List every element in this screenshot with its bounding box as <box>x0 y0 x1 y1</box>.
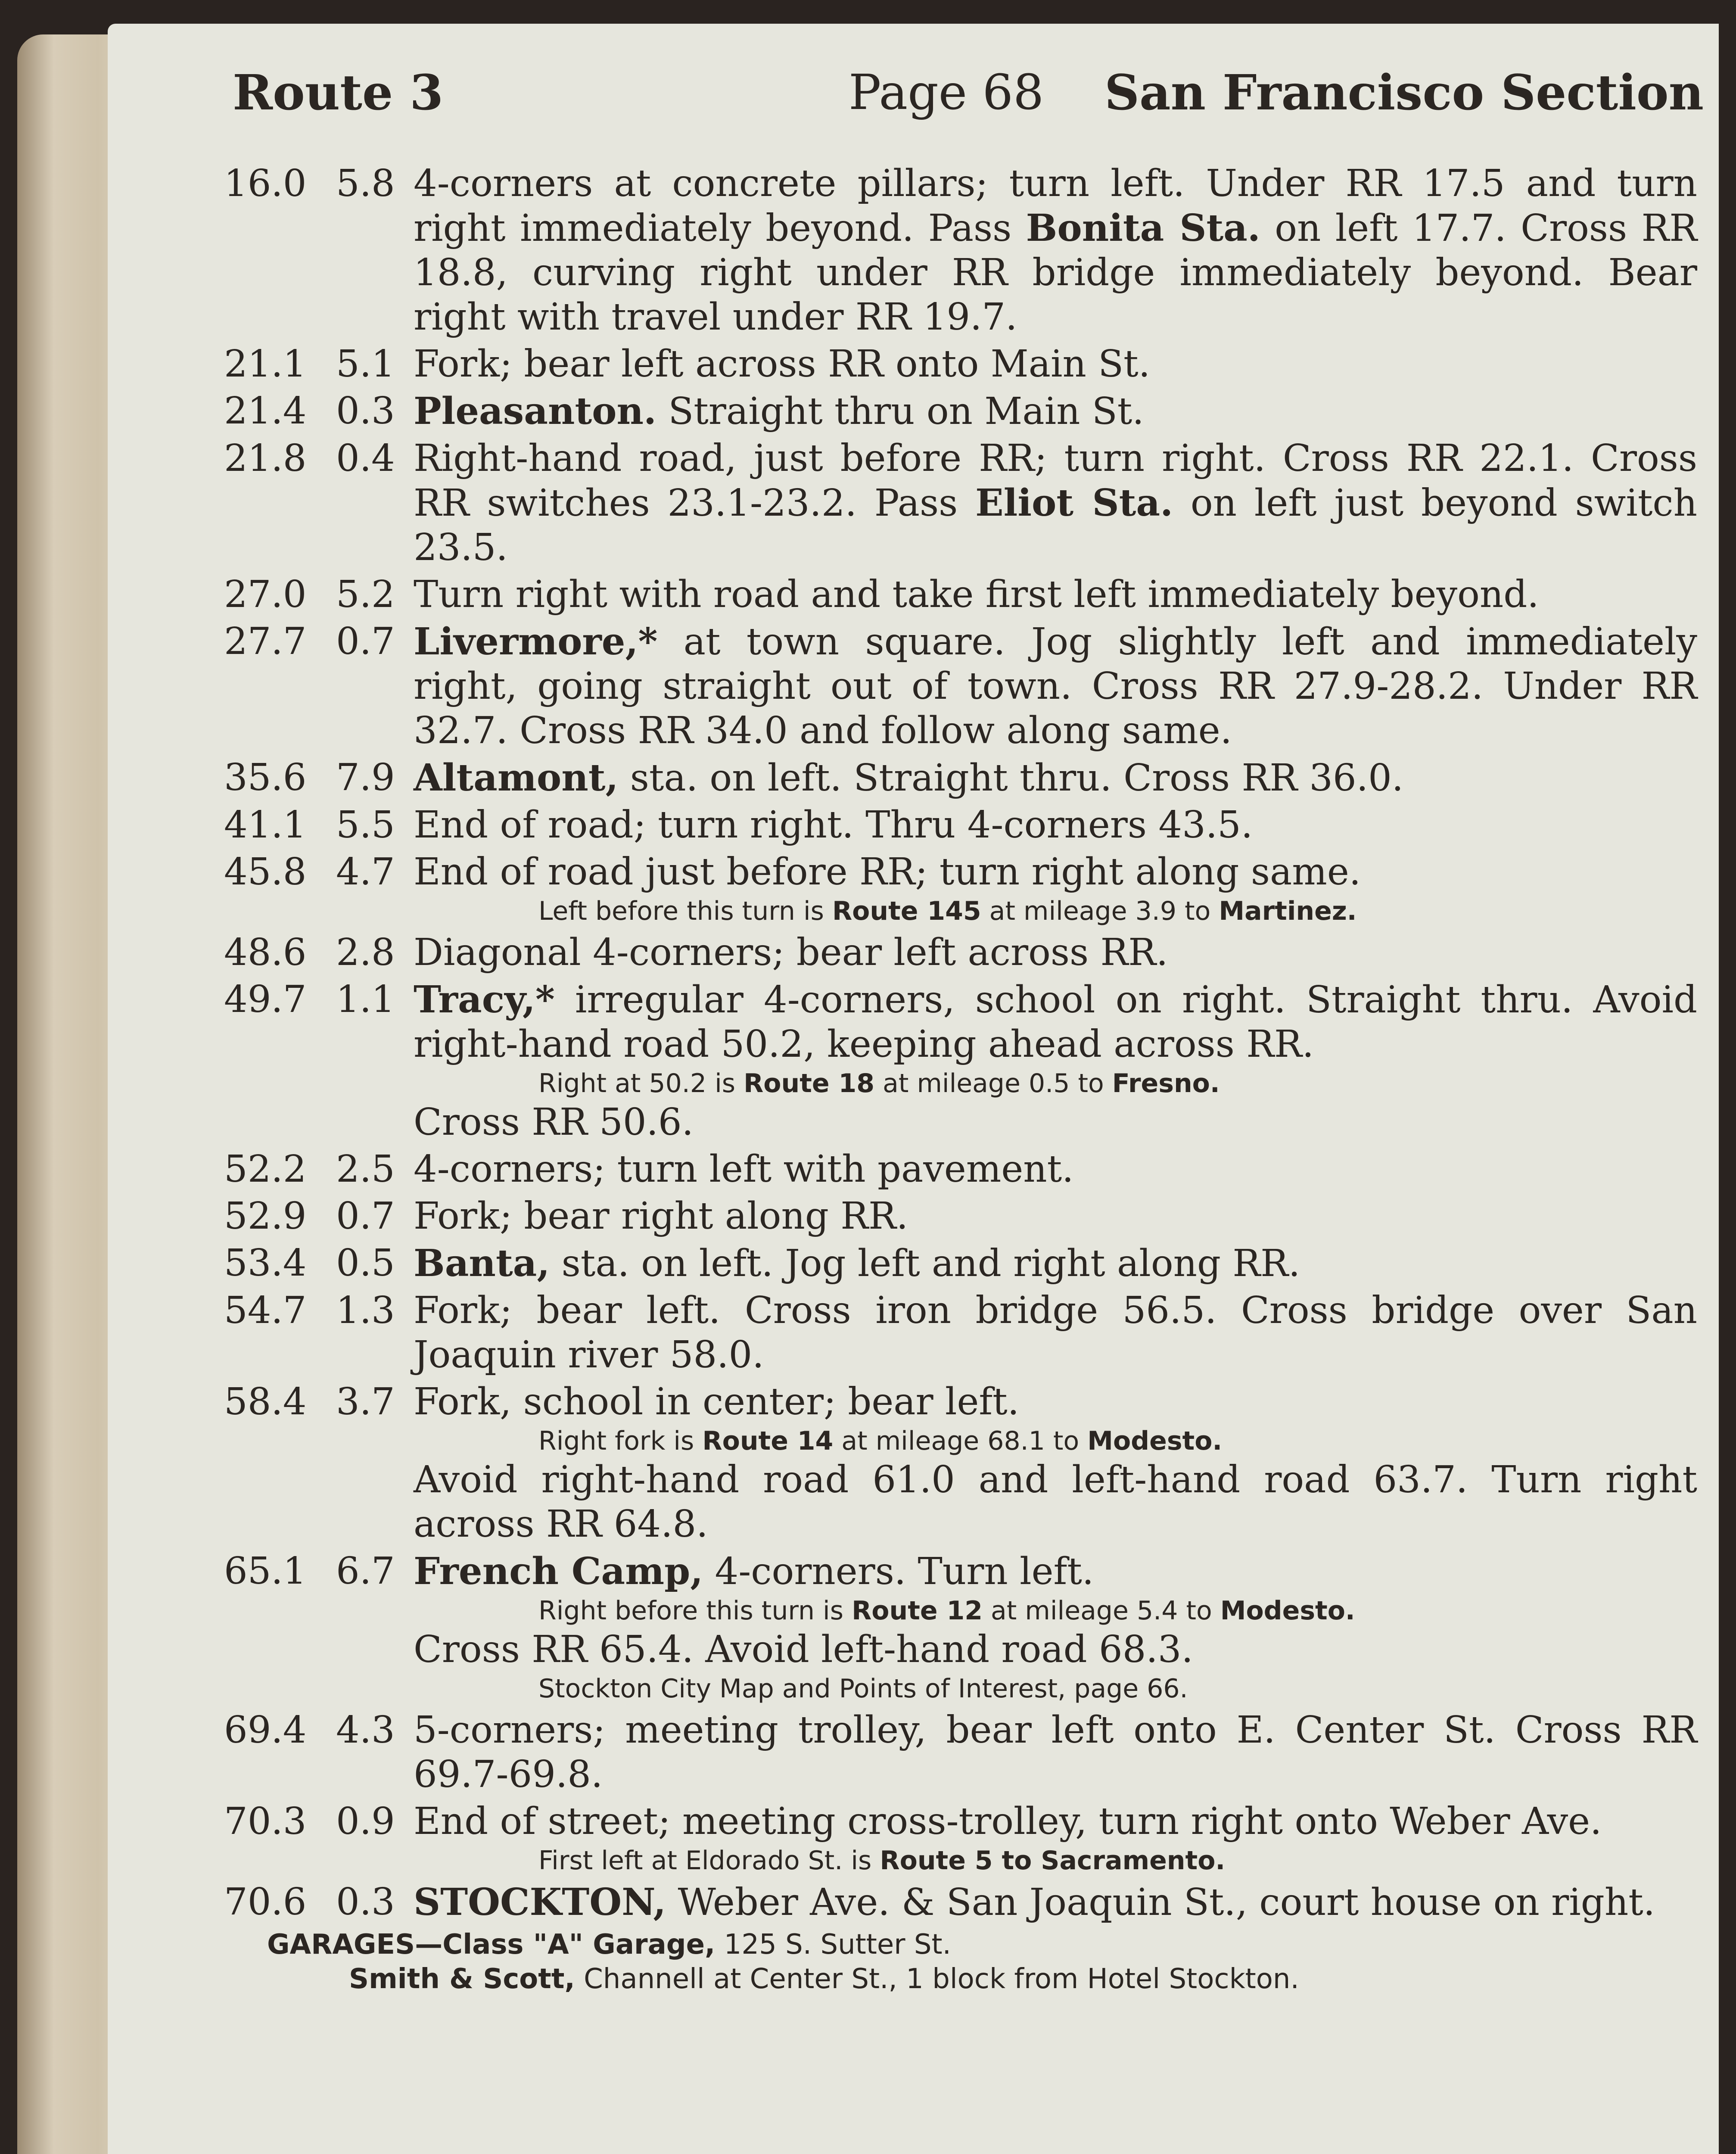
cumulative-mileage: 48.6 <box>224 931 307 974</box>
route-entry <box>224 573 1697 617</box>
cumulative-mileage: 41.1 <box>224 803 307 847</box>
route-direction-continued: Avoid right-hand road 61.0 and left-hand road 63.7. Turn right across RR 64.8. <box>414 1458 1697 1546</box>
interval-mileage: 7.9 <box>336 756 395 799</box>
cumulative-mileage: 21.4 <box>224 389 307 433</box>
route-entry <box>224 803 1697 847</box>
route-entry <box>224 1708 1697 1797</box>
route-direction: French Camp, 4-corners. Turn left. Right before this turn is Route 12 at mileage 5.4 to Modesto. Cross RR 65.4. Avoid left-hand road 68.3. Stockton City Map and Points of Interest, page 66. <box>414 1549 1697 1706</box>
interval-mileage: 6.7 <box>336 1550 395 1593</box>
cumulative-mileage: 52.2 <box>224 1148 307 1191</box>
cumulative-mileage: 45.8 <box>224 850 307 893</box>
interval-mileage: 4.7 <box>336 850 395 893</box>
route-direction: Fork; bear left. Cross iron bridge 56.5. Cross bridge over San Joaquin river 58.0. <box>414 1289 1697 1376</box>
cumulative-mileage: 52.9 <box>224 1195 307 1238</box>
route-entry <box>224 977 1697 1145</box>
route-direction: End of road; turn right. Thru 4-corners 43.5. <box>414 803 1253 847</box>
cumulative-mileage: 69.4 <box>224 1709 307 1752</box>
route-entry <box>224 756 1697 800</box>
route-entry <box>224 619 1697 753</box>
route-note: First left at Eldorado St. is Route 5 to Sacramento. <box>538 1846 1226 1876</box>
cumulative-mileage: 21.1 <box>224 342 307 386</box>
route-direction: 4-corners at concrete pillars; turn left. Under RR 17.5 and turn right immediately beyond. Pass Bonita Sta. on left 17.7. Cross RR 18.8, curving right under RR bridge immediately beyond. Bear right with travel under RR 19.7. <box>414 162 1697 339</box>
interval-mileage: 0.7 <box>336 1195 395 1238</box>
interval-mileage: 2.8 <box>336 931 395 974</box>
route-entry <box>224 1880 1697 1925</box>
route-entry <box>224 931 1697 975</box>
interval-mileage: 0.9 <box>336 1800 395 1843</box>
cumulative-mileage: 16.0 <box>224 162 307 205</box>
route-direction: 5-corners; meeting trolley, bear left onto E. Center St. Cross RR 69.7-69.8. <box>414 1709 1697 1796</box>
interval-mileage: 5.2 <box>336 573 395 616</box>
interval-mileage: 0.3 <box>336 1880 395 1924</box>
route-entry <box>224 1194 1697 1239</box>
cumulative-mileage: 58.4 <box>224 1380 307 1423</box>
interval-mileage: 2.5 <box>336 1148 395 1191</box>
route-direction: Banta, sta. on left. Jog left and right along RR. <box>414 1242 1300 1285</box>
route-direction: Fork; bear right along RR. <box>414 1195 908 1238</box>
route-direction: End of road just before RR; turn right along same. Left before this turn is Route 145 at mileage 3.9 to Martinez. <box>414 850 1697 928</box>
route-direction-continued: Cross RR 65.4. Avoid left-hand road 68.3. <box>414 1628 1193 1671</box>
page-number: Page 68 <box>849 65 1044 121</box>
garages-line: GARAGES—Class "A" Garage, 125 S. Sutter St. <box>267 1929 951 1961</box>
route-direction: STOCKTON, Weber Ave. & San Joaquin St., court house on right. <box>414 1880 1655 1924</box>
route-note: Right before this turn is Route 12 at mileage 5.4 to Modesto. <box>538 1596 1355 1626</box>
book-page <box>108 24 1719 2154</box>
cumulative-mileage: 27.0 <box>224 573 307 616</box>
route-direction: End of street; meeting cross-trolley, turn right onto Weber Ave. First left at Eldorado St. is Route 5 to Sacramento. <box>414 1799 1697 1877</box>
route-note: Right at 50.2 is Route 18 at mileage 0.5 to Fresno. <box>538 1068 1220 1099</box>
route-direction: Livermore,* at town square. Jog slightly left and immediately right, going straight out of town. Cross RR 27.9-28.2. Under RR 32.7. Cross RR 34.0 and follow along same. <box>414 620 1697 752</box>
route-direction: Altamont, sta. on left. Straight thru. Cross RR 36.0. <box>414 756 1404 800</box>
route-direction-continued: Cross RR 50.6. <box>414 1101 694 1144</box>
route-note: Right fork is Route 14 at mileage 68.1 to Modesto. <box>538 1426 1223 1456</box>
route-direction: Diagonal 4-corners; bear left across RR. <box>414 931 1168 974</box>
route-direction: Pleasanton. Straight thru on Main St. <box>414 389 1144 433</box>
route-direction: Right-hand road, just before RR; turn right. Cross RR 22.1. Cross RR switches 23.1-23.2. Pass Eliot Sta. on left just beyond switch 23.5. <box>414 437 1697 569</box>
route-note: Stockton City Map and Points of Interest, page 66. <box>538 1674 1188 1704</box>
route-title: Route 3 <box>233 65 444 121</box>
route-entry <box>224 1799 1697 1877</box>
route-entry <box>224 436 1697 570</box>
route-direction: Fork, school in center; bear left. Right fork is Route 14 at mileage 68.1 to Modesto. Avoid right-hand road 61.0 and left-hand road 63.7. Turn right across RR 64.8. <box>414 1380 1697 1546</box>
route-entry <box>224 1549 1697 1706</box>
route-entry <box>224 162 1697 339</box>
route-entry <box>224 850 1697 928</box>
interval-mileage: 5.8 <box>336 162 395 205</box>
route-log <box>224 162 1697 1996</box>
interval-mileage: 0.4 <box>336 437 395 480</box>
cumulative-mileage: 35.6 <box>224 756 307 799</box>
cumulative-mileage: 70.6 <box>224 1880 307 1924</box>
interval-mileage: 0.7 <box>336 620 395 663</box>
interval-mileage: 1.3 <box>336 1289 395 1332</box>
route-direction: Turn right with road and take first left immediately beyond. <box>414 573 1539 616</box>
route-entry <box>224 1241 1697 1286</box>
cumulative-mileage: 70.3 <box>224 1800 307 1843</box>
garages-line: Smith & Scott, Channell at Center St., 1 block from Hotel Stockton. <box>349 1963 1299 1995</box>
interval-mileage: 5.1 <box>336 342 395 386</box>
interval-mileage: 1.1 <box>336 978 395 1021</box>
cumulative-mileage: 54.7 <box>224 1289 307 1332</box>
route-entry <box>224 389 1697 434</box>
route-entry <box>224 1289 1697 1377</box>
interval-mileage: 0.3 <box>336 389 395 433</box>
route-direction: Fork; bear left across RR onto Main St. <box>414 342 1151 386</box>
page-header <box>108 65 1719 121</box>
route-direction: 4-corners; turn left with pavement. <box>414 1148 1074 1191</box>
interval-mileage: 0.5 <box>336 1242 395 1285</box>
interval-mileage: 4.3 <box>336 1709 395 1752</box>
interval-mileage: 3.7 <box>336 1380 395 1423</box>
cumulative-mileage: 65.1 <box>224 1550 307 1593</box>
cumulative-mileage: 53.4 <box>224 1242 307 1285</box>
route-entry <box>224 1147 1697 1192</box>
route-entry <box>224 342 1697 386</box>
route-entry <box>224 1380 1697 1547</box>
route-direction: Tracy,* irregular 4-corners, school on right. Straight thru. Avoid right-hand road 50.2, keeping ahead across RR. Right at 50.2 is Route 18 at mileage 0.5 to Fresno. Cross RR 50.6. <box>414 978 1697 1144</box>
section-title: San Francisco Section <box>1104 65 1704 121</box>
route-note: Left before this turn is Route 145 at mileage 3.9 to Martinez. <box>538 896 1357 926</box>
cumulative-mileage: 49.7 <box>224 978 307 1021</box>
interval-mileage: 5.5 <box>336 803 395 847</box>
cumulative-mileage: 21.8 <box>224 437 307 480</box>
cumulative-mileage: 27.7 <box>224 620 307 663</box>
